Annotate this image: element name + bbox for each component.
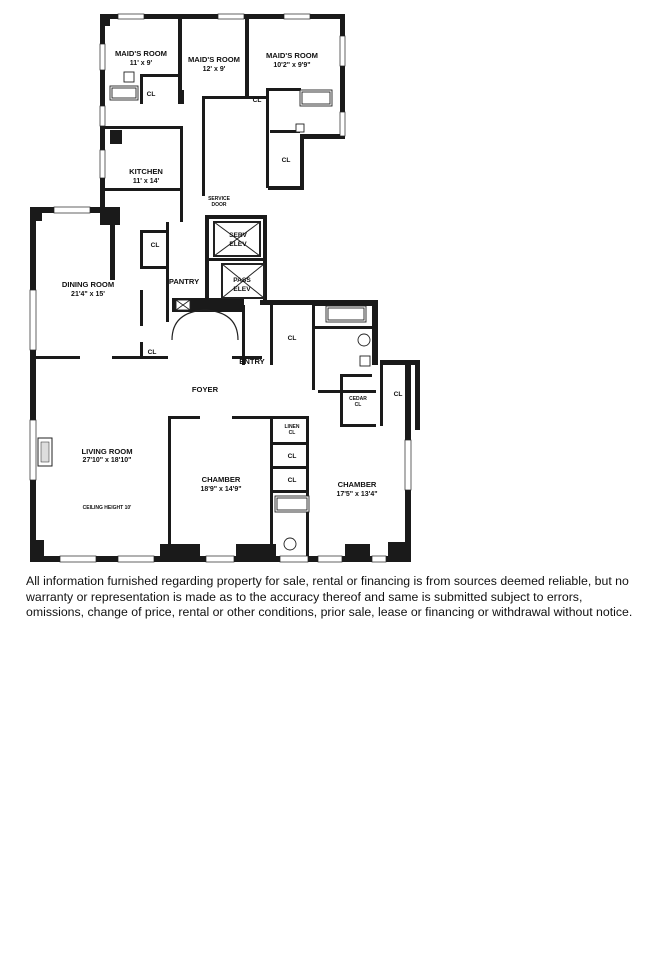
closet-label: CL	[147, 349, 157, 356]
maids-room-1-size: 11' x 9'	[129, 60, 153, 67]
cedar-closet-label-1: CEDAR	[349, 396, 367, 402]
pantry-label: PANTRY	[168, 277, 200, 286]
closet-label: CL	[146, 91, 156, 98]
service-door-label-1: SERVICE	[208, 196, 230, 202]
closet-label: CL	[150, 242, 160, 249]
maids-room-2-name: MAID'S ROOM	[187, 55, 241, 64]
dining-room-size: 21'4" x 15'	[71, 291, 105, 298]
closet-label: CL	[287, 335, 297, 342]
closet-label: CL	[287, 453, 297, 460]
serv-elev-label-1: SERV	[229, 232, 247, 239]
foyer-arch	[172, 310, 238, 340]
room-labels	[62, 49, 378, 511]
maids-room-1-name: MAID'S ROOM	[114, 49, 168, 58]
living-room-name: LIVING ROOM	[81, 447, 133, 456]
foyer-label: FOYER	[191, 385, 219, 394]
chamber-2-size: 17'5" x 13'4"	[336, 491, 378, 498]
dining-room-name: DINING ROOM	[61, 280, 115, 289]
serv-elev-label-2: ELEV	[229, 241, 247, 248]
service-door-label-2: DOOR	[211, 202, 227, 208]
entry-label: ENTRY	[239, 357, 265, 366]
closet-label: CL	[281, 157, 291, 164]
closet-label: CL	[393, 391, 403, 398]
linen-closet-label-1: LINEN	[284, 424, 300, 430]
pass-elev-label-1: PASS	[233, 277, 251, 284]
chamber-2-name: CHAMBER	[337, 480, 377, 489]
fireplace-hearth	[41, 442, 49, 462]
living-room-size: 27'10" x 18'10"	[82, 457, 132, 464]
pass-elev-label-2: ELEV	[233, 286, 251, 293]
kitchen-name: KITCHEN	[129, 167, 163, 176]
cedar-closet-label-2: CL	[354, 402, 362, 408]
linen-closet-label-2: CL	[288, 430, 296, 436]
closet-label: CL	[287, 477, 297, 484]
living-room-ceiling-note: CEILING HEIGHT 10'	[82, 505, 132, 511]
chamber-1-size: 18'9" x 14'9"	[200, 486, 242, 493]
maids-room-3-name: MAID'S ROOM	[265, 51, 319, 60]
chamber-1-name: CHAMBER	[201, 475, 241, 484]
disclaimer-text: All information furnished regarding property for sale, rental or financing is from sources deemed reliable, but no warranty or representation is made as to the accuracy thereof and same is submitted subject to errors, omissions, change of price, rental or other conditions, prior sale, lease or financing or withdrawal without notice.	[26, 574, 633, 620]
closet-label: CL	[252, 97, 262, 104]
maids-room-2-size: 12' x 9'	[202, 66, 226, 73]
service-elevator	[214, 222, 260, 256]
maids-room-3-size: 10'2" x 9'9"	[273, 62, 311, 69]
kitchen-size: 11' x 14'	[132, 178, 160, 185]
